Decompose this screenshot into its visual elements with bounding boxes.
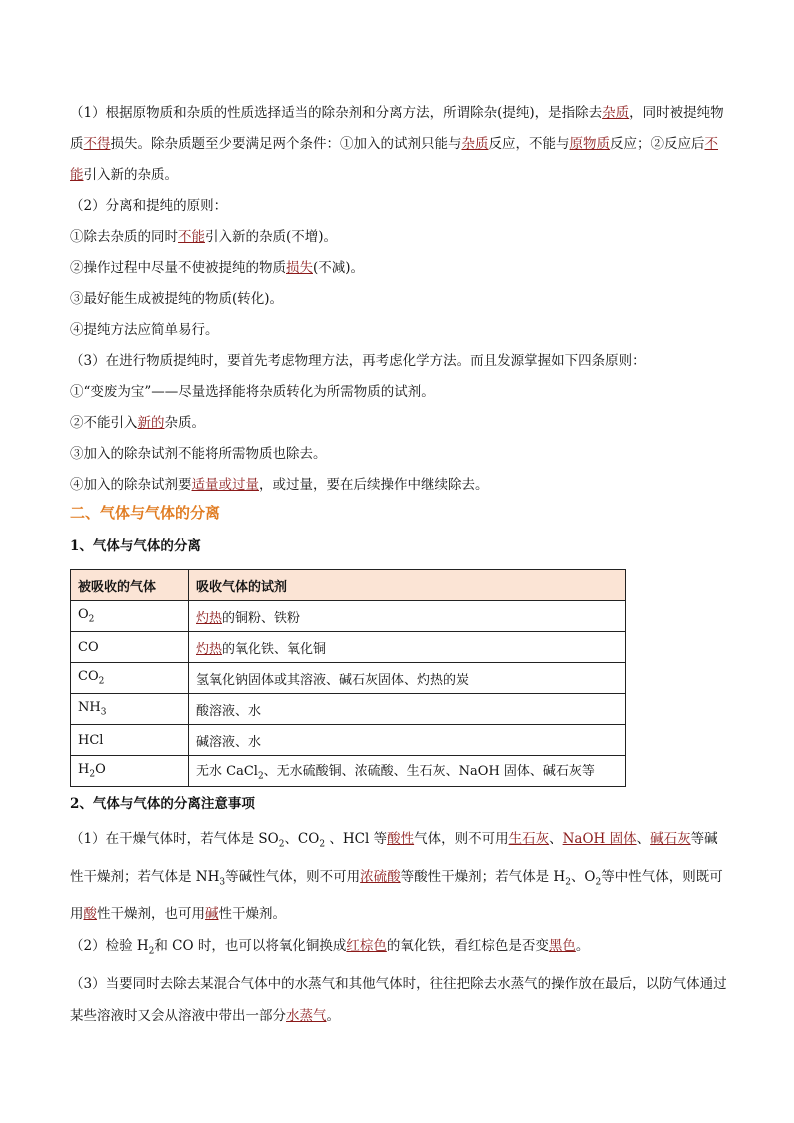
subscript: 2 <box>278 839 285 850</box>
keyword: NaOH 固体 <box>562 831 637 847</box>
text: 、O <box>570 868 596 885</box>
keyword: 生石灰 <box>508 831 550 847</box>
gas-cell <box>71 663 189 694</box>
note-3 <box>70 968 730 1032</box>
subsection-heading-1: 1、气体与气体的分离 <box>70 538 201 554</box>
gas-formula: H <box>78 762 90 778</box>
text: 反应；②反应后 <box>610 136 705 152</box>
reagent-cell <box>189 756 626 787</box>
subscript: 2 <box>98 676 105 687</box>
keyword: 损失 <box>286 260 313 276</box>
gas-formula: O <box>95 762 106 778</box>
text: ①除去杂质的同时 <box>70 229 178 245</box>
text: ②不能引入 <box>70 415 138 431</box>
paragraph-4 <box>70 253 730 284</box>
gas-formula: CO <box>78 639 99 655</box>
text: 引入新的杂质。 <box>83 167 178 183</box>
keyword: 酸性 <box>387 831 415 847</box>
text: 引入新的杂质(不增)。 <box>205 229 338 245</box>
subscript: 2 <box>88 614 95 625</box>
keyword: 浓硫酸 <box>360 868 401 885</box>
text: ，或过量，要在后续操作中继续除去。 <box>259 477 489 493</box>
reagent-cell <box>189 632 626 663</box>
table-row <box>71 663 626 694</box>
gas-formula: O <box>78 607 89 623</box>
paragraph-2: （2）分离和提纯的原则： <box>70 198 228 214</box>
text: 等碱性干燥剂；若气体是 NH <box>70 831 718 885</box>
paragraph-10: ③加入的除杂试剂不能将所需物质也除去。 <box>70 446 327 462</box>
text: 性干燥剂，也可用 <box>97 906 205 923</box>
paragraph-8: ①“变废为宝”——尽量选择能将杂质转化为所需物质的试剂。 <box>70 384 435 400</box>
text: 的氧化铁、氧化铜 <box>222 641 327 657</box>
subscript: 3 <box>100 707 107 718</box>
reagent-cell: 氢氧化钠固体或其溶液、碱石灰固体、灼热的炭 <box>189 663 626 694</box>
reagent-cell: 酸溶液、水 <box>189 694 626 725</box>
section-heading: 二、气体与气体的分离 <box>70 504 221 522</box>
purification-principles <box>70 98 730 501</box>
table-header-gas: 被吸收的气体 <box>71 570 189 601</box>
text: 。 <box>326 1008 340 1025</box>
text: 、无水硫酸铜、浓硫酸、生石灰、NaOH 固体、碱石灰等 <box>263 764 595 780</box>
keyword: 不能 <box>70 136 718 183</box>
text: 、 <box>549 831 563 847</box>
text: （1）根据原物质和杂质的性质选择适当的除杂剂和分离方法，所谓除杂(提纯)，是指除去 <box>70 105 603 121</box>
paragraph-11 <box>70 470 730 501</box>
keyword: 原物质 <box>569 136 610 152</box>
table-header-reagent: 吸收气体的试剂 <box>189 570 626 601</box>
keyword: 碱 <box>205 906 219 923</box>
text: 气体，则不可用 <box>414 831 509 847</box>
text: 、HCl 等 <box>325 831 388 847</box>
reagent-cell: 碱溶液、水 <box>189 725 626 756</box>
gas-cell <box>71 601 189 632</box>
keyword: 酸 <box>83 906 97 923</box>
gas-formula: CO <box>78 669 99 685</box>
keyword: 黑色 <box>548 938 576 955</box>
text: 反应，不能与 <box>488 136 570 152</box>
table-row <box>71 725 626 756</box>
text: 无水 CaCl <box>196 764 258 780</box>
text: （1）在干燥气体时，若气体是 SO <box>70 831 279 847</box>
text: 损失。除杂质题至少要满足两个条件：①加入的试剂只能与 <box>110 136 462 152</box>
text: ，同时被提纯物质 <box>70 105 724 152</box>
text: 的铜粉、铁粉 <box>222 610 301 626</box>
text: 等酸性干燥剂；若气体是 H <box>400 868 566 885</box>
keyword: 新的 <box>137 415 165 431</box>
paragraph-9 <box>70 408 730 439</box>
keyword: 杂质 <box>602 105 630 121</box>
subscript: 3 <box>219 877 226 888</box>
subscript: 2 <box>257 771 264 782</box>
keyword: 杂质 <box>461 136 489 152</box>
notes-section <box>70 823 730 1032</box>
gas-cell <box>71 632 189 663</box>
paragraph-7: （3）在进行物质提纯时，要首先考虑物理方法，再考虑化学方法。而且发源掌握如下四条原则： <box>70 353 646 369</box>
text: （2）检验 H <box>70 938 149 955</box>
keyword: 碱石灰 <box>650 831 691 847</box>
note-1 <box>70 823 730 930</box>
text: 。 <box>575 938 590 955</box>
table-row <box>71 694 626 725</box>
text: 性干燥剂。 <box>218 906 286 923</box>
subsection-heading-2: 2、气体与气体的分离注意事项 <box>70 796 255 812</box>
subscript: 2 <box>565 877 571 888</box>
paragraph-5: ③最好能生成被提纯的物质(转化)。 <box>70 291 284 307</box>
text: 杂质。 <box>164 415 205 431</box>
subscript: 2 <box>319 839 326 850</box>
reagent-cell <box>189 601 626 632</box>
text: 、CO <box>284 831 320 847</box>
gas-formula: NH <box>78 700 101 716</box>
text: ④加入的除杂试剂要 <box>70 477 192 493</box>
subscript: 2 <box>148 947 155 958</box>
table-row <box>71 601 626 632</box>
subscript: 2 <box>595 877 602 888</box>
text: 的氧化铁，看红棕色是否变 <box>386 938 549 955</box>
document-page <box>70 98 730 1032</box>
text: 等中性气体，则既可用 <box>70 868 723 923</box>
table-row <box>71 756 626 787</box>
paragraph-3 <box>70 222 730 253</box>
text: ②操作过程中尽量不使被提纯的物质 <box>70 260 286 276</box>
note-2 <box>70 930 730 968</box>
table-header-row <box>71 570 626 601</box>
keyword: 灼热 <box>196 641 223 657</box>
table-row <box>71 632 626 663</box>
paragraph-6: ④提纯方法应简单易行。 <box>70 322 219 338</box>
text: (不减)。 <box>313 260 365 276</box>
keyword: 不得 <box>83 136 111 152</box>
keyword: 水蒸气 <box>286 1008 327 1025</box>
keyword: 适量或过量 <box>191 477 259 493</box>
gas-absorption-table <box>70 569 626 787</box>
text: 、 <box>636 831 651 847</box>
text: （3）当要同时去除去某混合气体中的水蒸气和其他气体时，往往把除去水蒸气的操作放在最后，以防气体通过某些溶液时又会从溶液中带出一部分 <box>70 976 727 1025</box>
keyword: 红棕色 <box>346 938 387 955</box>
gas-cell: HCl <box>71 725 189 756</box>
keyword: 灼热 <box>196 610 223 626</box>
text: 等碱性气体，则不可用 <box>225 868 361 885</box>
text: 和 CO 时，也可以将氧化铜换成 <box>154 938 347 955</box>
subscript: 2 <box>89 769 96 780</box>
keyword: 不能 <box>178 229 205 245</box>
paragraph-1 <box>70 98 730 191</box>
gas-cell <box>71 756 189 787</box>
gas-cell <box>71 694 189 725</box>
